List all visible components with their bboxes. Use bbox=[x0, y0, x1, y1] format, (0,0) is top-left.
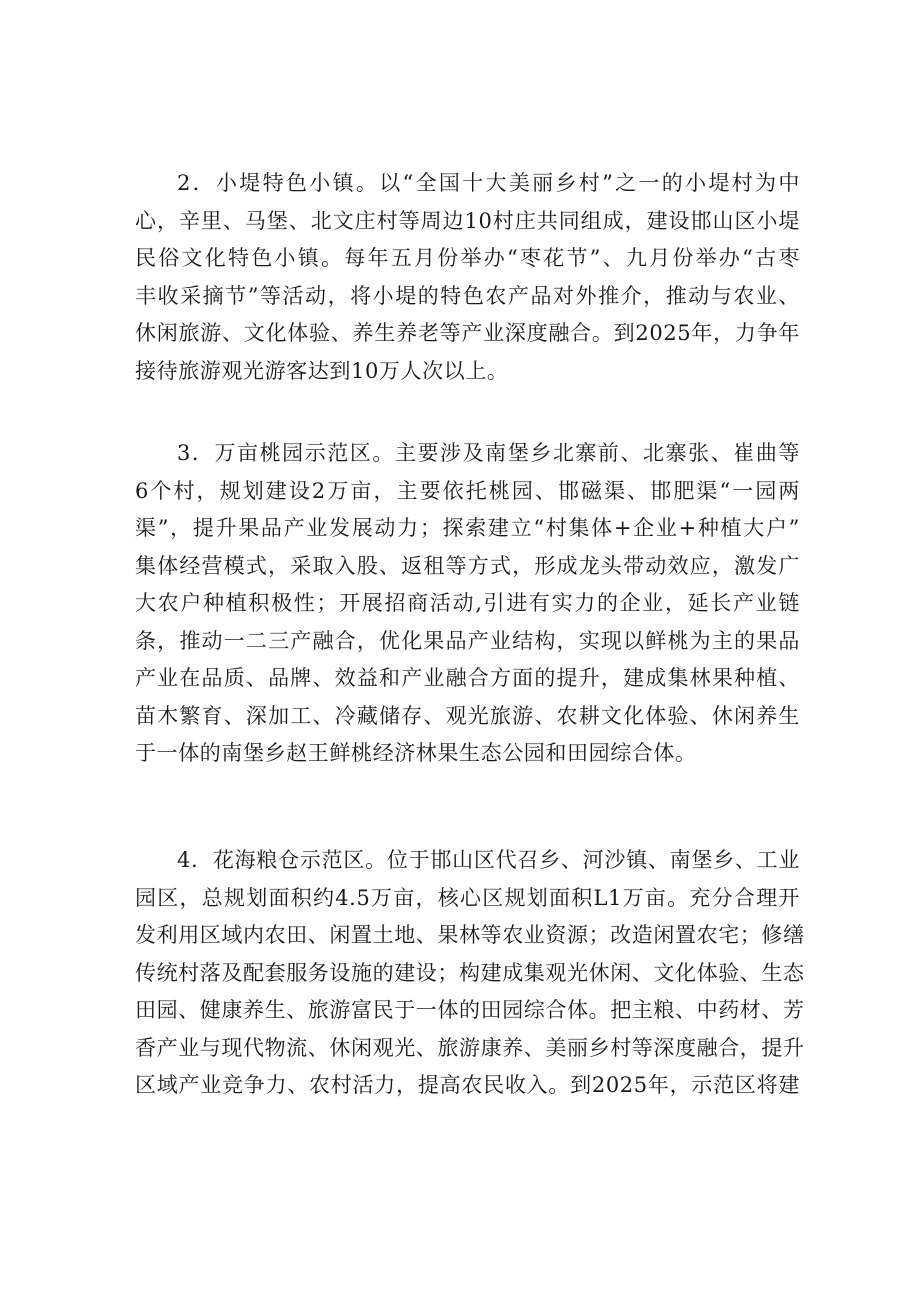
paragraph-line: 大农户种植积极性；开展招商活动,引进有实力的企业，延长产业链 bbox=[135, 591, 800, 615]
paragraph-line: 条，推动一二三产融合，优化果品产业结构，实现以鲜桃为主的果品 bbox=[135, 628, 800, 653]
paragraph-line: 丰收采摘节”等活动，将小堤的特色农产品对外推介，推动与农业、 bbox=[135, 283, 800, 308]
paragraph-flower-granary bbox=[135, 842, 805, 1105]
paragraph-line: 田园、健康养生、旅游富民于一体的田园综合体。把主粮、中药材、芳 bbox=[135, 998, 805, 1022]
paragraph-line: 于一体的南堡乡赵王鲜桃经济林果生态公园和田园综合体。 bbox=[135, 741, 697, 765]
paragraph-line: 6个村，规划建设2万亩，主要依托桃园、邯磁渠、邯肥渠“一园两 bbox=[135, 478, 800, 503]
paragraph-line: 2．小堤特色小镇。以“全国十大美丽乡村”之一的小堤村为中 bbox=[177, 171, 800, 195]
paragraph-line: 休闲旅游、文化体验、养生养老等产业深度融合。到2025年，力争年 bbox=[135, 321, 800, 345]
paragraph-line: 发利用区域内农田、闲置土地、果林等农业资源；改造闲置农宅；修缮 bbox=[135, 923, 805, 947]
paragraph-line: 集体经营模式，采取入股、返租等方式，形成龙头带动效应，激发广 bbox=[135, 553, 800, 578]
paragraph-line: 心，辛里、马堡、北文庄村等周边10村庄共同组成，建设邯山区小堤 bbox=[135, 208, 800, 233]
paragraph-line: 苗木繁育、深加工、冷藏储存、观光旅游、农耕文化体验、休闲养生 bbox=[135, 703, 800, 728]
paragraph-line: 4．花海粮仓示范区。位于邯山区代召乡、河沙镇、南堡乡、工业 bbox=[177, 848, 800, 872]
paragraph-line: 区域产业竞争力、农村活力，提高农民收入。到2025年，示范区将建 bbox=[135, 1073, 800, 1097]
paragraph-line: 渠”，提升果品产业发展动力；探索建立“村集体+企业+种植大户” bbox=[135, 516, 800, 540]
paragraph-line: 园区，总规划面积约4.5万亩，核心区规划面积L1万亩。充分合理开 bbox=[135, 885, 800, 910]
paragraph-peach-orchard bbox=[135, 435, 800, 773]
paragraph-line: 传统村落及配套服务设施的建设；构建成集观光休闲、文化体验、生态 bbox=[135, 960, 805, 985]
paragraph-xiaodi-town bbox=[135, 165, 800, 390]
paragraph-line: 香产业与现代物流、休闲观光、旅游康养、美丽乡村等深度融合，提升 bbox=[135, 1035, 805, 1060]
paragraph-line: 产业在品质、品牌、效益和产业融合方面的提升，建成集林果种植、 bbox=[135, 666, 800, 690]
paragraph-line: 接待旅游观光游客达到10万人次以上。 bbox=[135, 358, 509, 383]
paragraph-line: 民俗文化特色小镇。每年五月份举办“枣花节”、九月份举办“古枣 bbox=[135, 246, 800, 270]
paragraph-line: 3．万亩桃园示范区。主要涉及南堡乡北寨前、北寨张、崔曲等 bbox=[177, 441, 800, 465]
